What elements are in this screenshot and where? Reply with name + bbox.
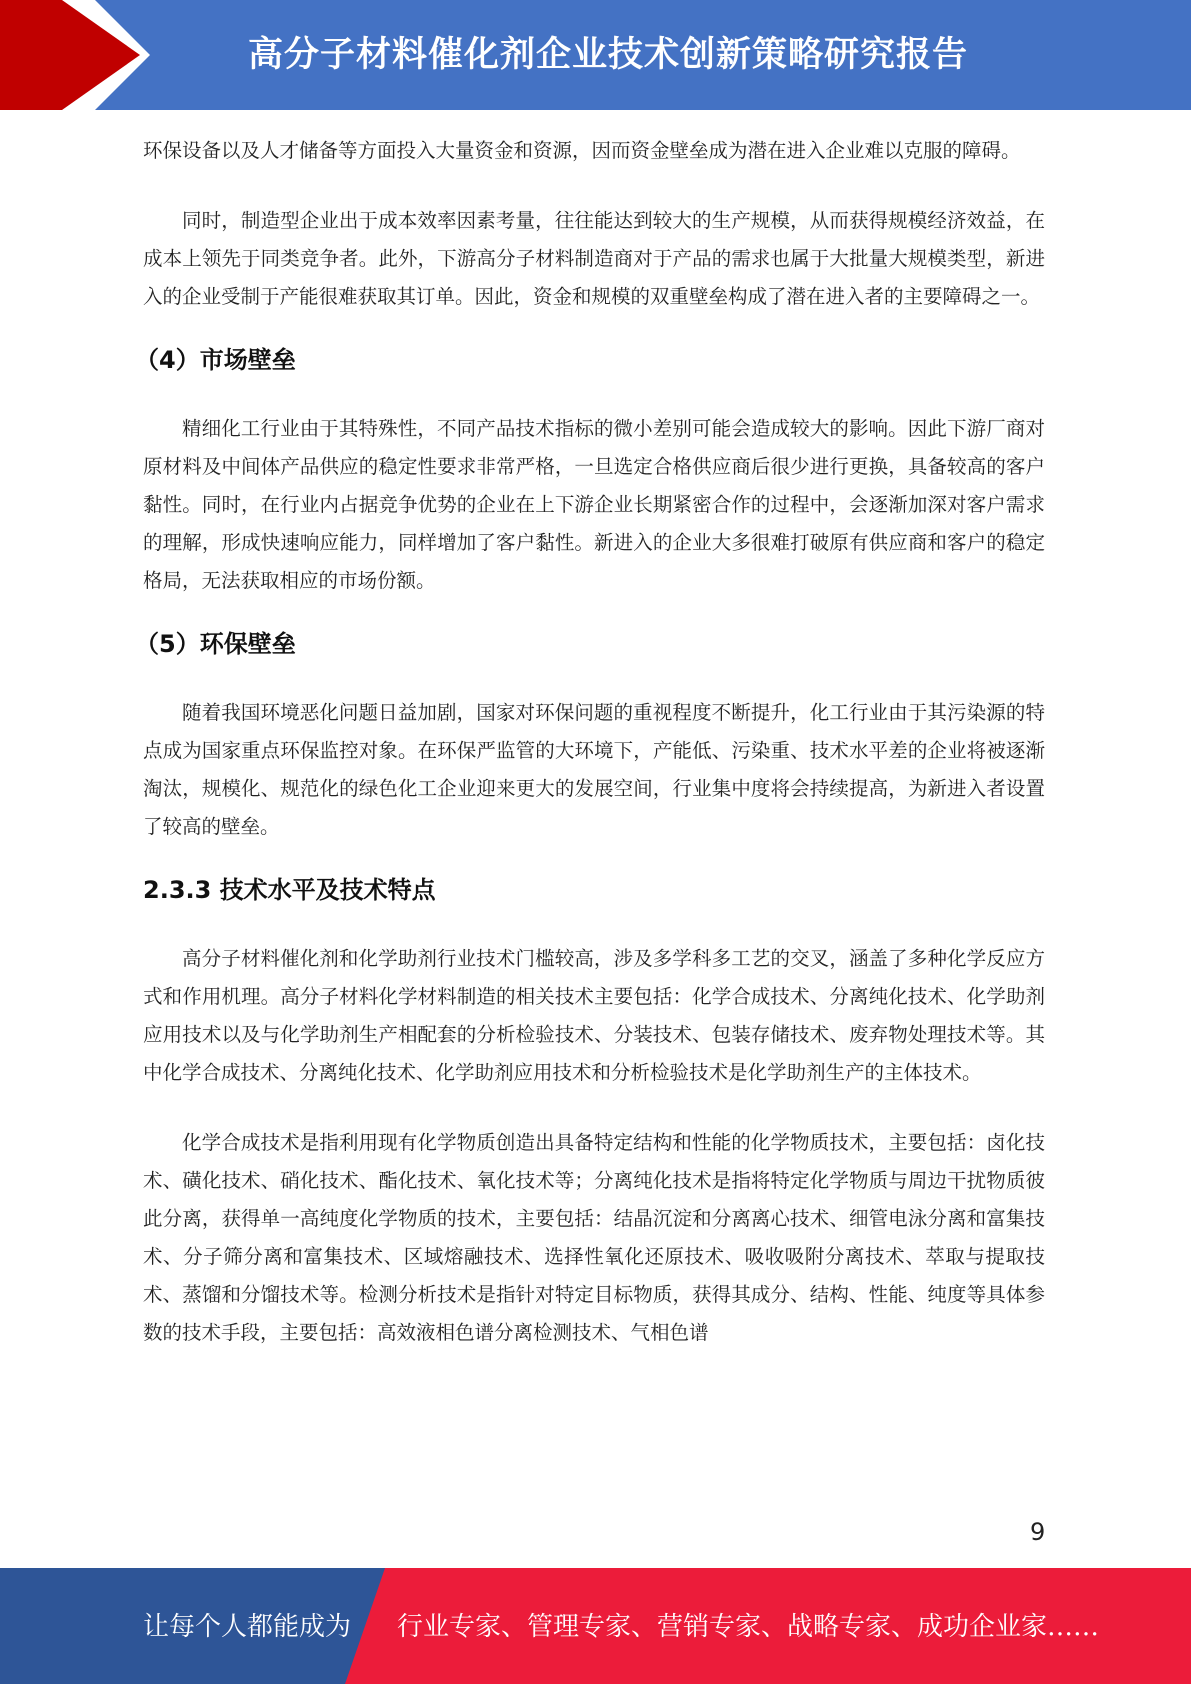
- footer-slogan-left: 让每个人都能成为: [143, 1612, 352, 1642]
- paragraph-scale-barrier: 同时，制造型企业出于成本效率因素考量，往往能达到较大的生产规模，从而获得规模经济效益，在成本上领先于同类竞争者。此外，下游高分子材料制造商对于产品的需求也属于大批量大规模类型，新进入的企业受制于产能很难获取其订单。因此，资金和规模的双重壁垒构成了潜在进入者的主要障碍之一。: [143, 209, 1045, 308]
- paragraph-tech-overview: 高分子材料催化剂和化学助剂行业技术门槛较高，涉及多学科多工艺的交叉，涵盖了多种化学反应方式和作用机理。高分子材料化学材料制造的相关技术主要包括：化学合成技术、分离纯化技术、化学助剂应用技术以及与化学助剂生产相配套的分析检验技术、分装技术、包装存储技术、废弃物处理技术等。其中化学合成技术、分离纯化技术、化学助剂应用技术和分析检验技术是化学助剂生产的主体技术。: [143, 947, 1045, 1084]
- header-arrow-logo: [0, 0, 140, 110]
- paragraph-funding-barrier: 环保设备以及人才储备等方面投入大量资金和资源，因而资金壁垒成为潜在进入企业难以克服的障碍。: [143, 139, 1021, 162]
- footer-slogan-right: 行业专家、管理专家、营销专家、战略专家、成功企业家……: [397, 1612, 1100, 1642]
- page-number: 9: [1030, 1518, 1046, 1546]
- report-title: 高分子材料催化剂企业技术创新策略研究报告: [248, 35, 969, 75]
- page-content: [135, 132, 1045, 1352]
- heading-market-barrier: （4）市场壁垒: [135, 346, 296, 374]
- heading-environment-barrier: （5）环保壁垒: [135, 630, 296, 658]
- footer-banner: [0, 1568, 1191, 1684]
- heading-tech-level: 2.3.3 技术水平及技术特点: [143, 876, 436, 904]
- paragraph-market-barrier: 精细化工行业由于其特殊性，不同产品技术指标的微小差别可能会造成较大的影响。因此下游厂商对原材料及中间体产品供应的稳定性要求非常严格，一旦选定合格供应商后很少进行更换，具备较高的客户黏性。同时，在行业内占据竞争优势的企业在上下游企业长期紧密合作的过程中，会逐渐加深对客户需求的理解，形成快速响应能力，同样增加了客户黏性。新进入的企业大多很难打破原有供应商和客户的稳定格局，无法获取相应的市场份额。: [143, 417, 1045, 592]
- paragraph-tech-detail: 化学合成技术是指利用现有化学物质创造出具备特定结构和性能的化学物质技术，主要包括：卤化技术、磺化技术、硝化技术、酯化技术、氧化技术等；分离纯化技术是指将特定化学物质与周边干扰物质彼此分离，获得单一高纯度化学物质的技术，主要包括：结晶沉淀和分离离心技术、细管电泳分离和富集技术、分子筛分离和富集技术、区域熔融技术、选择性氧化还原技术、吸收吸附分离技术、萃取与提取技术、蒸馏和分馏技术等。检测分析技术是指针对特定目标物质，获得其成分、结构、性能、纯度等具体参数的技术手段，主要包括：高效液相色谱分离检测技术、气相色谱: [143, 1131, 1045, 1344]
- paragraph-environment-barrier: 随着我国环境恶化问题日益加剧，国家对环保问题的重视程度不断提升，化工行业由于其污染源的特点成为国家重点环保监控对象。在环保严监管的大环境下，产能低、污染重、技术水平差的企业将被逐渐淘汰，规模化、规范化的绿色化工企业迎来更大的发展空间，行业集中度将会持续提高，为新进入者设置了较高的壁垒。: [143, 701, 1045, 838]
- header-banner: [0, 0, 1191, 110]
